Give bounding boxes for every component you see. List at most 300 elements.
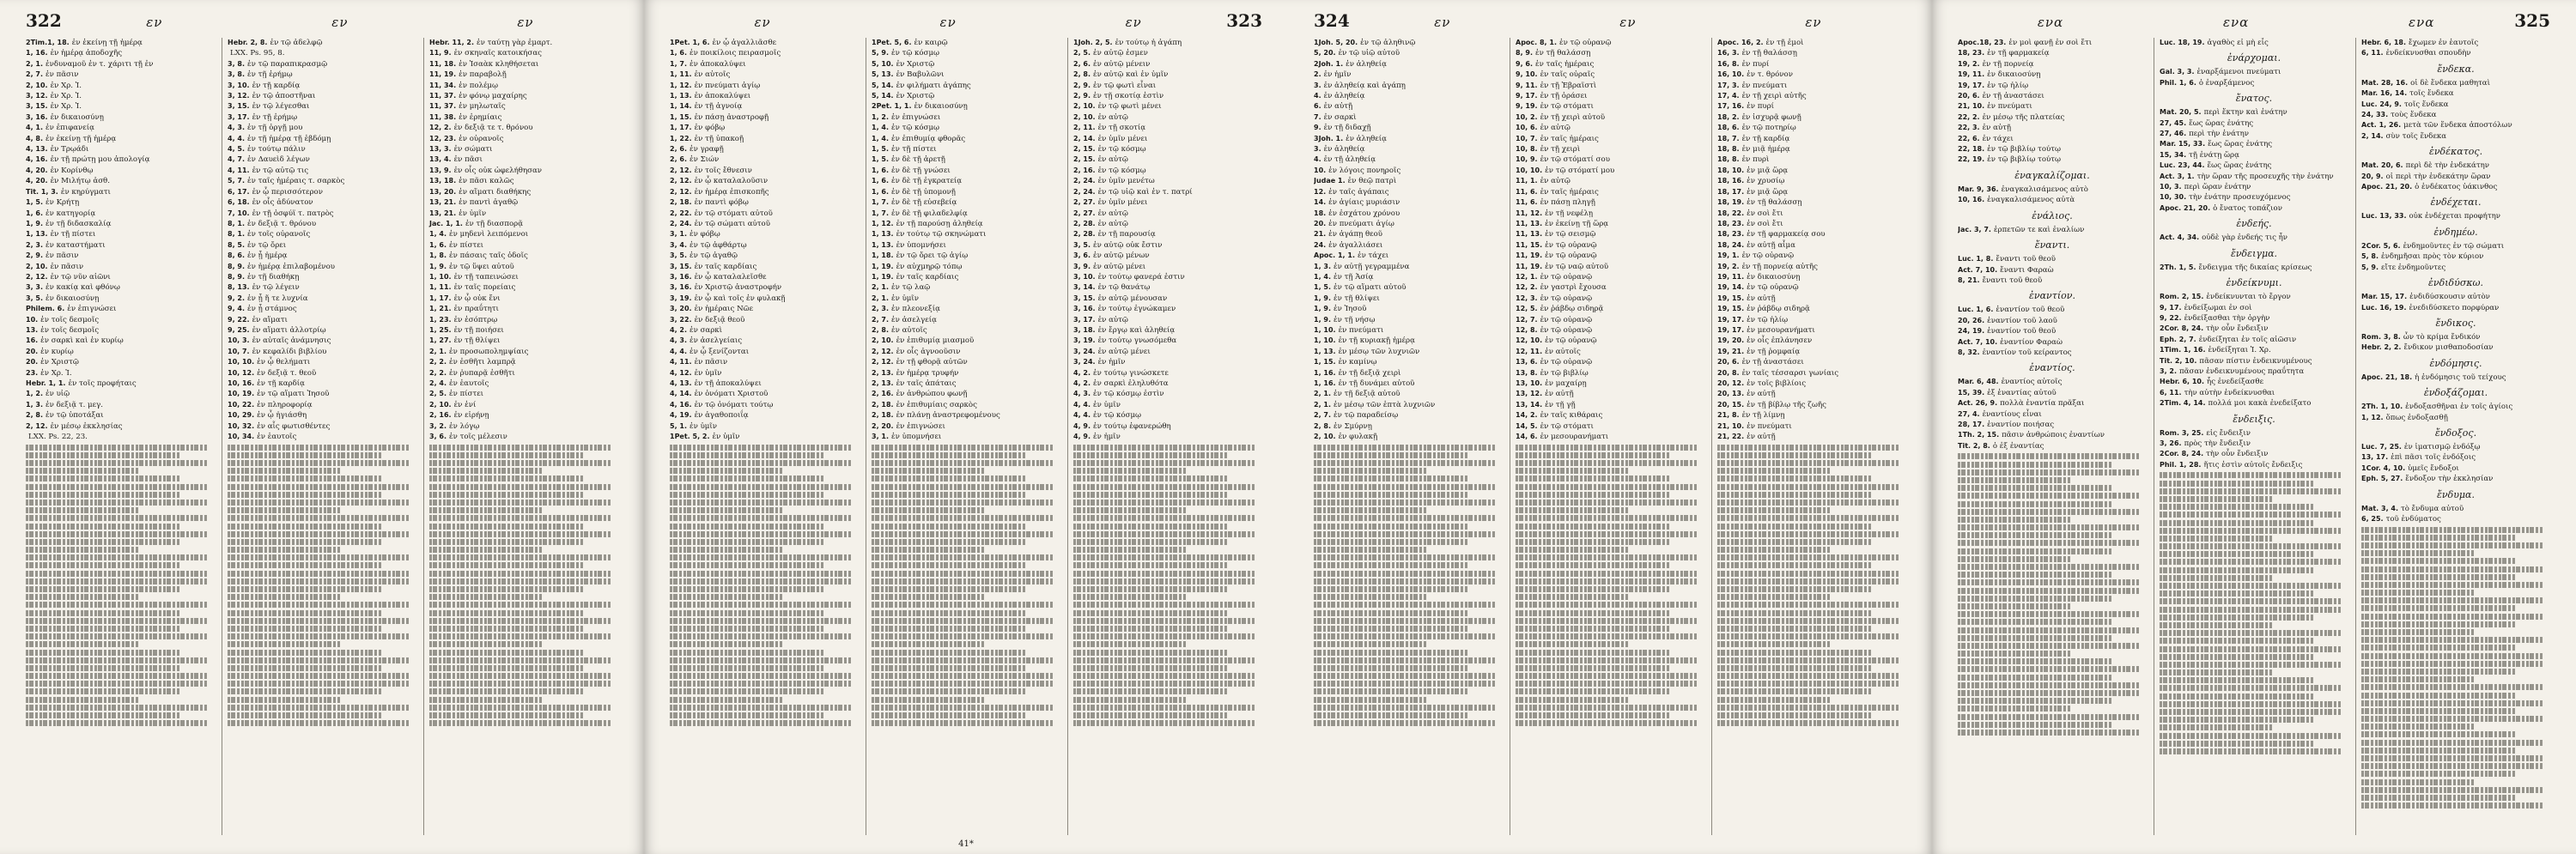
entry-line <box>228 389 416 399</box>
verse-reference: 1, 3. <box>1314 262 1331 270</box>
verse-reference: Luc. 13, 33. <box>2361 212 2407 221</box>
verse-reference: 18, 16. <box>1717 177 1745 185</box>
entry-text: ἐν κεφαλίδι βιβλίου <box>252 347 327 356</box>
printed-text-line <box>429 650 584 656</box>
entry-line <box>429 112 618 123</box>
entry-line <box>1516 134 1704 144</box>
printed-text-line <box>670 460 851 466</box>
entry-line <box>1958 225 2147 235</box>
verse-reference: 2, 28. <box>1073 219 1096 227</box>
printed-text-line <box>670 665 824 671</box>
printed-text-line <box>429 492 584 498</box>
printed-text-line <box>1516 531 1697 537</box>
verse-reference: 18, 2. <box>1717 112 1740 121</box>
entry-text: ἐν αὐτῇ <box>1323 102 1353 112</box>
entry-line <box>1516 282 1704 293</box>
verse-reference: 3Joh. 1. <box>1314 134 1344 142</box>
verse-reference: 2, 24. <box>670 219 692 227</box>
entry-text: ἐν αὐτῷ μένων <box>1093 251 1150 261</box>
verse-reference: Tit. 1, 3. <box>26 187 58 196</box>
entry-text: ἐν τῇ καρδίᾳ <box>252 81 301 90</box>
printed-text-line <box>1958 603 2071 609</box>
entry-line <box>1314 368 1503 379</box>
concordance-column <box>1067 38 1262 835</box>
entry-text: ἐν τῇ ἀναστάσει <box>1741 358 1804 367</box>
printed-text-line <box>26 492 180 498</box>
entry-line <box>872 432 1060 442</box>
entry-line <box>1717 219 1906 229</box>
page-323 <box>644 0 1288 854</box>
verse-reference: 13, 10. <box>1516 379 1543 387</box>
entry-line <box>1314 91 1503 101</box>
verse-reference: 1, 13. <box>872 230 894 239</box>
verse-reference: 4, 9. <box>1073 421 1091 430</box>
entry-text: ἐνδείξωμαι ἐν σοὶ <box>2184 303 2252 312</box>
entry-text: ὧν τὸ κρίμα ἔνδικόν <box>2403 332 2481 342</box>
printed-text-line <box>26 484 207 490</box>
entry-text: ἐν ἀληθείᾳ καὶ ἀγάπῃ <box>1323 81 1406 90</box>
entry-line <box>429 166 618 176</box>
entry-text: ἐν τῷ ὑποτάξαι <box>46 411 104 421</box>
entry-line <box>2160 345 2348 355</box>
entry-line <box>26 219 215 229</box>
entry-text: ἐν ταῖς ἡμέραις <box>1540 134 1599 143</box>
printed-text-line <box>872 571 1053 577</box>
verse-reference: 3, 24. <box>1073 347 1096 355</box>
entry-line <box>1314 38 1503 48</box>
entry-text: ἐν ἐκείνῃ τῇ ὥρᾳ <box>1545 219 1609 228</box>
entry-text: ἐν παραβολῇ <box>459 70 507 80</box>
entry-line <box>26 410 215 421</box>
printed-text-line <box>1958 579 2139 585</box>
printed-text-line <box>1717 657 1899 663</box>
printed-text-line <box>1717 610 1872 616</box>
entry-text: ἐν Ἰησοῦ <box>1334 305 1367 314</box>
entry-line <box>429 357 618 367</box>
verse-reference: 27, 46. <box>2160 130 2187 138</box>
printed-text-line <box>2160 591 2314 597</box>
printed-text-line <box>1073 673 1255 679</box>
printed-text-line <box>670 618 851 624</box>
entry-line <box>228 81 416 91</box>
printed-text-line <box>429 594 543 600</box>
printed-text-line <box>1717 641 1831 647</box>
printed-text-line <box>1516 578 1697 584</box>
entry-line <box>228 101 416 112</box>
entry-line <box>228 400 416 410</box>
printed-text-line <box>872 562 1026 568</box>
printed-text-line <box>1717 697 1831 703</box>
verse-reference: 19, 11. <box>1958 70 1985 79</box>
entry-text: ἐν ἀσελγείαις <box>690 336 743 346</box>
entry-line <box>26 101 215 112</box>
entry-text: ἐν πάσαις ταῖς ὁδοῖς <box>449 251 528 261</box>
entry-line <box>1516 219 1704 229</box>
verse-reference: 16. <box>26 336 39 345</box>
verse-reference: 14, 6. <box>1516 433 1538 441</box>
printed-text-line <box>26 705 207 711</box>
entry-text: ἐν τῇ ῥομφαίᾳ <box>1747 347 1801 356</box>
printed-text-line <box>1717 475 1872 482</box>
verse-reference: 1, 10. <box>429 272 452 281</box>
printed-text-line <box>429 720 611 726</box>
printed-text-line <box>1314 571 1495 577</box>
verse-reference: 22, 3. <box>1958 124 1980 132</box>
entry-line <box>670 325 859 336</box>
verse-reference: 2, 1. <box>26 59 43 68</box>
entry-text: ἐν ἀληθείᾳ <box>1323 92 1365 101</box>
entry-text: ἕως ὥρας ἐνάτης <box>2207 161 2272 171</box>
verse-reference: 1, 10. <box>1314 325 1336 334</box>
entry-text: ἐν φυλακῇ <box>1338 433 1378 442</box>
verse-reference: 4. <box>1314 92 1321 100</box>
printed-text-line <box>26 594 139 600</box>
page-number: 325 <box>2514 10 2550 31</box>
printed-text-line <box>1073 554 1255 560</box>
verse-reference: 2, 6. <box>670 145 687 154</box>
signature-mark: 41* <box>958 839 974 849</box>
verse-reference: 19, 15. <box>1717 294 1745 302</box>
entry-line <box>1717 209 1906 219</box>
verse-reference: 4, 9. <box>1073 433 1091 441</box>
entry-line <box>1314 315 1503 325</box>
entry-text: ἐν Κορίνθῳ <box>50 166 94 175</box>
verse-reference: 22, 19. <box>1958 155 1985 164</box>
verse-reference: Luc. 1, 8. <box>1958 255 1994 263</box>
verse-reference: 3, 14. <box>1073 283 1096 292</box>
entry-text: ἐν μεσουρανήματι <box>1747 325 1815 335</box>
verse-reference: 1Cor. 4, 10. <box>2361 463 2406 472</box>
verse-reference: 4, 5. <box>228 145 245 154</box>
entry-line <box>670 432 859 442</box>
verse-reference: 2, 10. <box>26 262 48 270</box>
entry-line <box>1958 112 2147 123</box>
verse-reference: Mar. 15, 17. <box>2361 293 2408 301</box>
entry-line <box>1717 81 1906 91</box>
entry-line <box>26 187 215 197</box>
verse-reference: 3. <box>1314 81 1321 89</box>
entry-line <box>228 357 416 367</box>
entry-text: ἐν ἐκείνῃ τῇ ἡμέρᾳ <box>46 134 117 143</box>
entry-line <box>670 154 859 165</box>
verse-reference: 1Joh. 2, 5. <box>1073 39 1113 46</box>
printed-text-line <box>1958 485 2112 491</box>
entry-line <box>26 229 215 239</box>
printed-text-line <box>1073 633 1255 639</box>
concordance-column <box>2154 38 2348 835</box>
entry-line <box>26 304 215 314</box>
verse-reference: 2, 11. <box>1073 124 1096 132</box>
printed-text-line <box>1314 618 1495 624</box>
entry-line <box>1314 421 1503 432</box>
printed-text-line <box>1958 666 2139 672</box>
concordance-column <box>670 38 859 835</box>
verse-reference: 3, 12. <box>228 92 250 100</box>
entry-line <box>1073 304 1262 314</box>
entry-text: ἐν τῇ διδασκαλίᾳ <box>46 219 112 228</box>
verse-reference: 4, 4. <box>1073 411 1091 420</box>
entry-text: ἐν τῷ οὐρανῷ <box>1540 315 1593 324</box>
printed-text-line <box>1073 539 1228 545</box>
verse-reference: 2, 10. <box>1314 433 1336 441</box>
printed-text-line <box>670 468 783 474</box>
printed-text-line <box>2361 566 2543 572</box>
concordance-column <box>26 38 215 835</box>
entry-line <box>1516 229 1704 239</box>
printed-text-line <box>26 618 207 624</box>
verse-reference: 27, 4. <box>1958 409 1980 418</box>
verse-reference: 18, 23. <box>1717 230 1745 239</box>
printed-text-line <box>2361 637 2543 643</box>
entry-text: ἐναντίον τοῦ κείραντος <box>1982 348 2072 357</box>
entry-text: ἐν σαρκὶ καὶ ἐν κυρίῳ <box>40 336 124 346</box>
entry-text: ἐν λόγῳ <box>449 421 480 431</box>
entry-text: ἐνδημῆσαι πρὸς τὸν κύριον <box>2381 252 2484 262</box>
verse-reference: 2, 12. <box>872 347 894 355</box>
printed-text-line <box>1314 626 1468 632</box>
entry-text: ἐν ὑμῖν <box>891 294 919 303</box>
entry-text: ἐν τάχει <box>1357 251 1389 261</box>
verse-reference: 1Joh. 5, 20. <box>1314 39 1358 46</box>
page-header <box>1314 10 1906 33</box>
printed-text-line <box>670 492 824 498</box>
printed-text-line <box>228 673 409 679</box>
printed-text-line <box>26 445 207 451</box>
entry-line <box>670 219 859 229</box>
entry-line <box>872 197 1060 208</box>
entry-text: ἐν Βαβυλῶνι <box>896 70 945 80</box>
verse-reference: 18, 23. <box>1958 49 1985 58</box>
printed-text-line <box>429 531 611 537</box>
running-head-word: εν <box>754 15 771 30</box>
entry-text: ἐν τῷ νῦν αἰῶνι <box>50 272 111 282</box>
entry-line <box>872 91 1060 101</box>
verse-reference: 20. <box>26 347 39 355</box>
verse-reference: 1, 6. <box>26 209 43 217</box>
verse-reference: 1, 22. <box>670 134 692 142</box>
verse-reference: 9, 19. <box>1516 102 1538 111</box>
entry-text: ἐν σαρκὶ ἐληλυθότα <box>1093 379 1169 388</box>
printed-text-line <box>2361 629 2475 635</box>
entry-text: ἐν τῷ ποτηρίῳ <box>1741 124 1796 133</box>
entry-line <box>1314 325 1503 336</box>
printed-text-line <box>1717 539 1872 545</box>
entry-line <box>228 251 416 261</box>
printed-text-line <box>429 712 584 718</box>
printed-text-line <box>1958 619 2112 625</box>
verse-reference: 4, 2. <box>1073 379 1091 387</box>
printed-text-line <box>670 681 851 687</box>
printed-text-line <box>228 705 409 711</box>
entry-line <box>429 229 618 239</box>
entry-text: ἐν τῇ διδαχῇ <box>1323 124 1371 133</box>
printed-text-line <box>1958 564 2139 570</box>
verse-reference: 4, 19. <box>670 411 692 420</box>
entry-line <box>429 304 618 314</box>
verse-reference: Luc. 7, 25. <box>2361 442 2402 451</box>
entry-text: ἐν τῷ ἀφθάρτῳ <box>690 240 747 250</box>
printed-text-line <box>1073 681 1255 687</box>
verse-reference: 10, 29. <box>228 411 255 420</box>
printed-text-line <box>2160 646 2341 652</box>
printed-text-line <box>872 665 1026 671</box>
verse-reference: 2, 8. <box>1073 70 1091 79</box>
entry-text: ἐν ὑμῖν μένει <box>1097 198 1148 208</box>
entry-line <box>872 410 1060 421</box>
verse-reference: 1, 16. <box>1314 368 1336 377</box>
entry-line <box>1314 209 1503 219</box>
printed-text-line <box>2160 677 2314 683</box>
entry-line <box>2361 172 2550 182</box>
verse-reference: Mat. 20, 5. <box>2160 108 2202 117</box>
entry-text: ἐναντίον ποιήσας <box>1987 420 2055 429</box>
entry-text: ἐνδείξασθαι τὴν ὀργὴν <box>2184 313 2270 323</box>
verse-reference: 3, 16. <box>1073 305 1096 313</box>
verse-reference: 2, 13. <box>872 368 894 377</box>
printed-text-line <box>228 571 409 577</box>
entry-text: ἐν ἀληθείᾳ <box>1346 59 1387 69</box>
verse-reference: 11, 37. <box>429 102 457 111</box>
entry-text: ἐν τῇ πρώτῃ μου ἀπολογίᾳ <box>50 155 150 165</box>
printed-text-line <box>1073 468 1187 474</box>
printed-text-line <box>2160 615 2314 621</box>
verse-reference: 2, 12. <box>872 358 894 366</box>
entry-line <box>1717 410 1906 421</box>
entry-line <box>26 315 215 325</box>
entry-text: ἐν τῷ σεισμῷ <box>1545 230 1596 239</box>
entry-line <box>2361 474 2550 484</box>
verse-reference: 9, 10. <box>1516 70 1538 79</box>
printed-text-line <box>2160 528 2341 534</box>
verse-reference: 1, 6. <box>670 49 687 58</box>
entry-text: ἐν πραΰτητι <box>453 305 499 314</box>
verse-reference: 4, 2. <box>670 325 687 334</box>
entry-text: ἐν Χρ. Ἰ. <box>50 81 82 90</box>
entry-text: ὅπως ἐνδοξασθῇ <box>2385 413 2448 422</box>
printed-text-line <box>1073 484 1255 490</box>
entry-text: ἐν πλεονεξίᾳ <box>891 305 940 314</box>
entry-line <box>1516 70 1704 80</box>
entry-text: ἐν ᾗ στάμνος <box>247 305 297 314</box>
entry-line <box>872 187 1060 197</box>
entry-text: ἐν ἀγαθοποιΐᾳ <box>694 411 749 421</box>
printed-text-line <box>429 578 611 584</box>
headword: ἔνδυμα. <box>2437 488 2475 500</box>
entry-line <box>26 38 215 48</box>
printed-text-line <box>1073 531 1255 537</box>
entry-line <box>1717 166 1906 176</box>
entry-text: ἐν μηλωταῖς <box>459 102 506 112</box>
entry-line <box>872 379 1060 389</box>
entry-text: ἐνδείκνυνται τὸ ἔργον <box>2206 293 2291 302</box>
verse-reference: Eph. 5, 27. <box>2361 475 2403 483</box>
printed-text-line <box>872 515 1053 521</box>
printed-text-line <box>1958 469 2139 475</box>
entry-text: ἐν τῷ βιβλίῳ <box>1540 368 1589 378</box>
printed-text-line <box>670 547 783 553</box>
entry-text: ἐν τῷ οὐρανῷ <box>1545 251 1597 261</box>
entry-line <box>1516 347 1704 357</box>
printed-text-line <box>670 602 851 608</box>
printed-text-line <box>1717 524 1872 530</box>
printed-text-line <box>2160 622 2273 628</box>
printed-text-line <box>2160 481 2314 487</box>
entry-text: ἐν τοῖς μέλεσιν <box>449 433 507 442</box>
entry-text: ἐν τῇ Ἀσίᾳ <box>1334 272 1374 282</box>
entry-text: πᾶσαν πίστιν ἐνδεικνυμένους <box>2199 356 2312 366</box>
entry-text: ἐν δὲ τῇ γνώσει <box>891 166 951 175</box>
entry-text: ἐν αὐτῷ <box>1097 209 1128 218</box>
printed-text-line <box>1516 524 1670 530</box>
entry-line <box>429 91 618 101</box>
entry-line <box>1717 144 1906 154</box>
headword: ἐνδόμησις. <box>2429 357 2482 369</box>
verse-reference: Act. 3, 1. <box>2160 172 2195 180</box>
entry-line <box>26 379 215 389</box>
entry-text: ἐν τῷ υἱῷ καὶ ἐν τ. πατρί <box>1097 187 1193 197</box>
headword: ἔνδικος. <box>2435 317 2476 329</box>
entry-text: ἐν ἐπιθυμίᾳ φθορᾶς <box>891 134 966 143</box>
verse-reference: 2, 24. <box>1073 177 1096 185</box>
entry-line <box>429 282 618 293</box>
entry-text: ἐν μαχαίρῃ <box>1545 379 1587 388</box>
entry-text: ἑρπετῶν τε καὶ ἐναλίων <box>1993 225 2085 234</box>
entry-line <box>2361 292 2550 302</box>
entry-line <box>872 134 1060 144</box>
entry-text: ἐνδείξηται Ἰ. Χρ. <box>2208 346 2271 355</box>
verse-reference: 1, 13. <box>1314 347 1336 355</box>
printed-text-line <box>2361 653 2543 659</box>
entry-text: ἐν ἔργῳ καὶ ἀληθείᾳ <box>1097 325 1176 335</box>
printed-text-line <box>2361 645 2516 651</box>
entry-text: ἐν φόνῳ μαχαίρης <box>459 92 527 101</box>
entry-line <box>1516 325 1704 336</box>
entry-text: ἐν τῷ στόματι αὐτοῦ <box>694 209 773 218</box>
verse-reference: 3, 12. <box>26 92 48 100</box>
entry-line <box>2160 172 2348 182</box>
entry-line <box>1073 219 1262 229</box>
printed-text-line <box>872 610 1026 616</box>
printed-text-line <box>429 633 611 639</box>
verse-reference: 13, 9. <box>429 166 452 174</box>
verse-reference: 7. <box>1314 112 1321 121</box>
entry-text: ἐν ἐπιγνώσει <box>67 305 117 314</box>
verse-reference: 23. <box>26 368 39 377</box>
entry-text: τῇ ἐνάτῃ ὥρᾳ <box>2189 150 2239 160</box>
verse-reference: 4, 8. <box>26 134 43 142</box>
verse-reference: 4, 7. <box>228 155 245 164</box>
printed-text-line <box>670 445 851 451</box>
printed-text-line <box>1516 500 1697 506</box>
verse-reference: 18, 8. <box>1717 145 1740 154</box>
printed-text-line <box>26 578 207 584</box>
entry-line <box>1073 389 1262 399</box>
entry-line <box>228 410 416 421</box>
printed-text-line <box>670 500 851 506</box>
printed-text-line <box>2160 733 2341 739</box>
entry-line <box>1314 134 1503 144</box>
entry-line <box>1516 154 1704 165</box>
verse-reference: 20, 6. <box>1958 92 1980 100</box>
entry-line <box>1717 304 1906 314</box>
printed-text-line <box>429 641 543 647</box>
printed-text-line <box>1958 658 2112 664</box>
entry-line <box>1314 59 1503 70</box>
entry-text: ἐν τῇ νήσῳ <box>1334 315 1376 324</box>
entry-text: ἐναγκαλισάμενος αὐτὸ <box>2001 185 2088 194</box>
entry-line <box>1516 368 1704 379</box>
verse-reference: 3, 15. <box>228 102 250 111</box>
